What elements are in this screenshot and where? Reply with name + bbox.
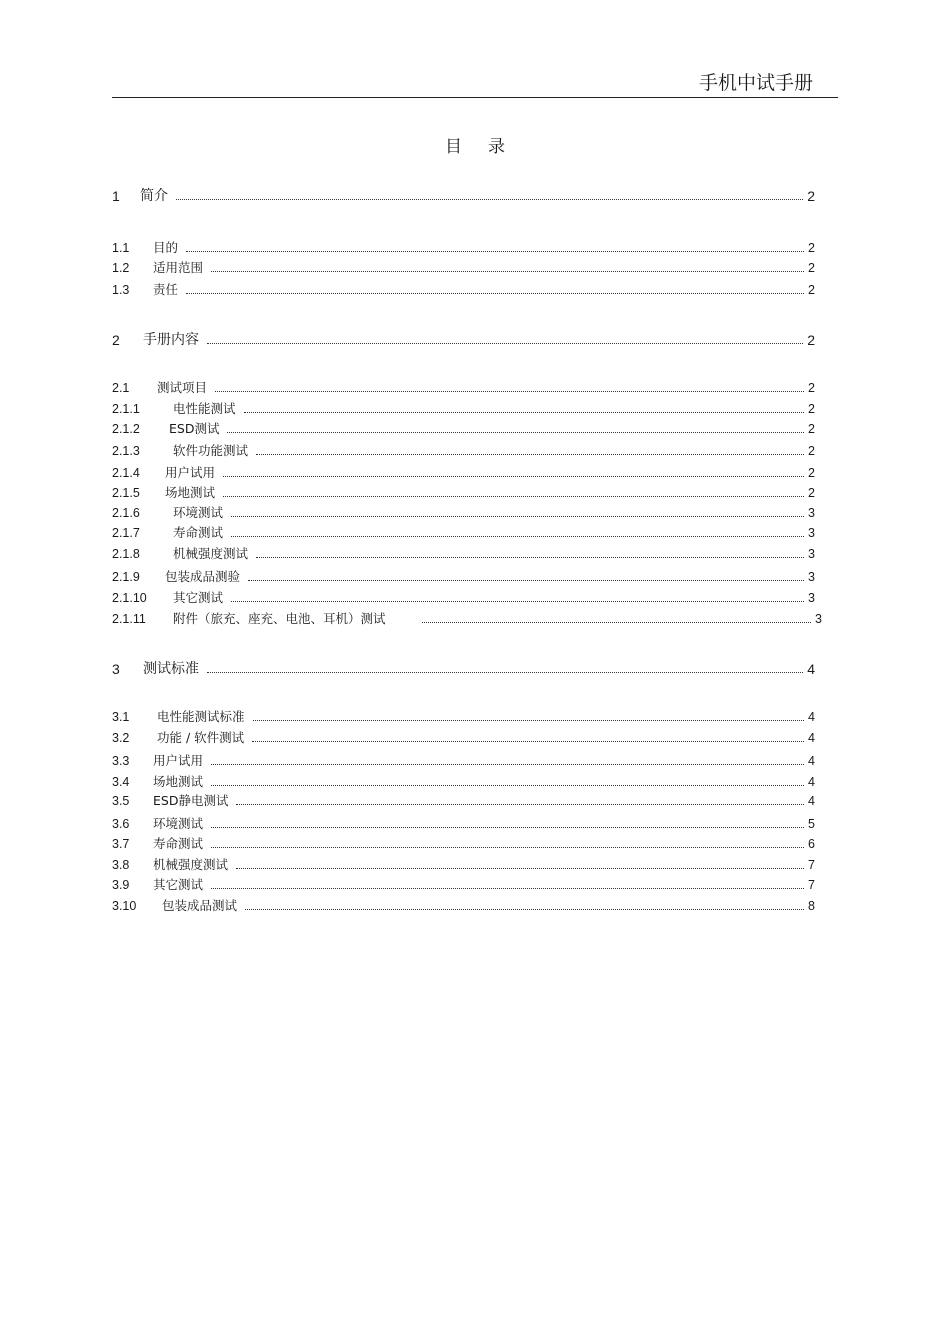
- toc-heading: [0, 132, 950, 157]
- toc-leader: [253, 720, 805, 721]
- toc-entry[interactable]: [112, 772, 815, 790]
- toc-entry-title: 电性能测试: [173, 401, 236, 416]
- toc-entry-title: 目的: [153, 240, 179, 255]
- toc-entry[interactable]: [112, 523, 815, 541]
- toc-entry-page: 3: [808, 570, 815, 584]
- toc-entry-title: 环境测试: [153, 816, 204, 831]
- toc-entry-title: 场地测试: [153, 774, 204, 789]
- toc-entry-page: 4: [808, 731, 815, 745]
- toc-leader: [256, 557, 804, 558]
- toc-leader: [211, 764, 804, 765]
- toc-entry-page: 2: [808, 283, 815, 297]
- toc-entry[interactable]: [112, 258, 815, 276]
- toc-entry-number: 2: [112, 332, 120, 348]
- toc-entry-title: 电性能测试标准: [157, 709, 245, 724]
- toc-entry-title: 功能 / 软件测试: [157, 730, 245, 745]
- toc-entry-number: 2.1.1: [112, 402, 140, 416]
- toc-entry[interactable]: [112, 707, 815, 725]
- toc-entry[interactable]: [112, 419, 815, 437]
- toc-leader: [231, 601, 804, 602]
- toc-entry-page: 5: [808, 817, 815, 831]
- toc-entry-page: 2: [808, 261, 815, 275]
- toc-entry-title: 附件（旅充、座充、电池、耳机）测试: [173, 611, 386, 626]
- toc-entry-title: ESD测试: [169, 421, 220, 436]
- toc-entry-title: ESD静电测试: [153, 793, 229, 808]
- toc-leader: [211, 827, 804, 828]
- toc-entry-number: 1.3: [112, 283, 130, 297]
- toc-entry[interactable]: [112, 609, 822, 627]
- toc-entry-page: 2: [808, 466, 815, 480]
- toc-leader: [223, 476, 804, 477]
- toc-entry-number: 2.1.2: [112, 422, 140, 436]
- toc-entry-number: 1: [112, 188, 120, 204]
- toc-entry-number: 3.9: [112, 878, 130, 892]
- toc-entry-title: 用户试用: [153, 753, 204, 768]
- toc-entry[interactable]: [112, 896, 815, 914]
- toc-entry[interactable]: [112, 588, 815, 606]
- toc-leader: [186, 293, 804, 294]
- toc-entry-page: 2: [808, 422, 815, 436]
- toc-entry-number: 2.1.10: [112, 591, 147, 605]
- toc-entry[interactable]: [112, 728, 815, 746]
- toc-entry-page: 4: [808, 710, 815, 724]
- toc-leader: [176, 199, 803, 200]
- toc-leader: [186, 251, 804, 252]
- toc-entry-title: 机械强度测试: [173, 546, 249, 561]
- toc-entry-page: 8: [808, 899, 815, 913]
- toc-entry-page: 2: [808, 241, 815, 255]
- toc-entry-page: 2: [808, 381, 815, 395]
- toc-leader: [245, 909, 804, 910]
- toc-entry[interactable]: [112, 378, 815, 396]
- toc-entry-page: 4: [808, 754, 815, 768]
- toc-entry-title: 其它测试: [153, 877, 204, 892]
- toc-leader: [252, 741, 804, 742]
- toc-entry-number: 1.1: [112, 241, 130, 255]
- toc-entry-page: 3: [808, 591, 815, 605]
- toc-entry[interactable]: [112, 280, 815, 298]
- toc-entry-title: 包装成品测验: [165, 569, 241, 584]
- toc-entry-number: 2.1.5: [112, 486, 140, 500]
- toc-leader: [236, 868, 804, 869]
- toc-leader: [231, 516, 804, 517]
- toc-leader: [211, 785, 804, 786]
- toc-entry-page: 4: [808, 794, 815, 808]
- toc-entry-title: 寿命测试: [173, 525, 224, 540]
- toc-entry[interactable]: [112, 814, 815, 832]
- toc-entry-number: 3.5: [112, 794, 130, 808]
- toc-leader: [211, 888, 804, 889]
- toc-entry-page: 2: [808, 444, 815, 458]
- toc-leader: [215, 391, 804, 392]
- toc-entry-page: 7: [808, 878, 815, 892]
- toc-entry[interactable]: [112, 567, 815, 585]
- toc-entry-number: 2.1.3: [112, 444, 140, 458]
- toc-leader: [244, 412, 805, 413]
- toc-entry[interactable]: [112, 483, 815, 501]
- toc-entry[interactable]: [112, 330, 815, 348]
- toc-entry[interactable]: [112, 659, 815, 677]
- toc-entry-number: 2.1.6: [112, 506, 140, 520]
- toc-entry-title: 寿命测试: [153, 836, 204, 851]
- toc-heading-left: 目: [445, 137, 462, 157]
- toc-entry-number: 3.3: [112, 754, 130, 768]
- toc-entry-number: 1.2: [112, 261, 130, 275]
- toc-entry-page: 3: [808, 526, 815, 540]
- toc-entry-title: 用户试用: [165, 465, 216, 480]
- toc-entry-page: 4: [808, 775, 815, 789]
- toc-leader: [231, 536, 804, 537]
- toc-heading-right: 录: [488, 137, 505, 157]
- header-divider: [112, 97, 838, 98]
- toc-entry-number: 3: [112, 661, 120, 677]
- toc-entry[interactable]: [112, 441, 815, 459]
- toc-entry-number: 3.4: [112, 775, 130, 789]
- toc-entry-page: 2: [807, 188, 815, 204]
- toc-entry[interactable]: [112, 463, 815, 481]
- toc-leader: [256, 454, 804, 455]
- toc-entry-title: 手册内容: [143, 332, 199, 348]
- toc-entry-page: 6: [808, 837, 815, 851]
- toc-entry-title: 测试标准: [143, 661, 199, 677]
- toc-leader: [236, 804, 804, 805]
- toc-leader: [223, 496, 804, 497]
- toc-entry-number: 2.1.11: [112, 612, 146, 626]
- toc-leader: [227, 432, 804, 433]
- toc-entry-page: 3: [808, 506, 815, 520]
- toc-entry[interactable]: [112, 791, 815, 809]
- toc-entry[interactable]: [112, 503, 815, 521]
- toc-leader: [248, 580, 804, 581]
- toc-entry-title: 机械强度测试: [153, 857, 229, 872]
- toc-entry[interactable]: [112, 186, 815, 204]
- toc-entry[interactable]: [112, 855, 815, 873]
- toc-entry-title: 其它测试: [173, 590, 224, 605]
- toc-entry[interactable]: [112, 834, 815, 852]
- toc-entry[interactable]: [112, 238, 815, 256]
- toc-leader: [211, 271, 804, 272]
- toc-entry-number: 2.1.9: [112, 570, 140, 584]
- toc-entry[interactable]: [112, 399, 815, 417]
- toc-entry-title: 适用范围: [153, 260, 204, 275]
- toc-leader: [422, 622, 812, 623]
- toc-entry-page: 3: [808, 547, 815, 561]
- toc-entry-page: 4: [807, 661, 815, 677]
- toc-entry-number: 3.7: [112, 837, 130, 851]
- document-header-title: 手机中试手册: [698, 72, 813, 94]
- toc-entry-number: 3.8: [112, 858, 130, 872]
- toc-entry-title: 包装成品测试: [162, 898, 238, 913]
- toc-entry-number: 2.1.7: [112, 526, 140, 540]
- toc-entry[interactable]: [112, 751, 815, 769]
- toc-entry-title: 简介: [140, 188, 168, 204]
- toc-leader: [207, 672, 803, 673]
- toc-entry-number: 3.6: [112, 817, 130, 831]
- toc-entry-page: 7: [808, 858, 815, 872]
- toc-entry-page: 2: [808, 486, 815, 500]
- toc-entry-title: 测试项目: [157, 380, 208, 395]
- toc-entry-number: 2.1: [112, 381, 130, 395]
- toc-entry-number: 2.1.4: [112, 466, 140, 480]
- toc-entry[interactable]: [112, 875, 815, 893]
- toc-entry-page: 3: [815, 612, 822, 626]
- toc-entry-title: 环境测试: [173, 505, 224, 520]
- toc-leader: [207, 343, 803, 344]
- toc-entry-number: 2.1.8: [112, 547, 140, 561]
- toc-entry-title: 责任: [153, 282, 179, 297]
- toc-entry[interactable]: [112, 544, 815, 562]
- toc-entry-number: 3.1: [112, 710, 130, 724]
- toc-entry-number: 3.2: [112, 731, 130, 745]
- toc-entry-page: 2: [807, 332, 815, 348]
- toc-entry-page: 2: [808, 402, 815, 416]
- toc-entry-number: 3.10: [112, 899, 137, 913]
- toc-entry-title: 场地测试: [165, 485, 216, 500]
- toc-leader: [211, 847, 804, 848]
- toc-entry-title: 软件功能测试: [173, 443, 249, 458]
